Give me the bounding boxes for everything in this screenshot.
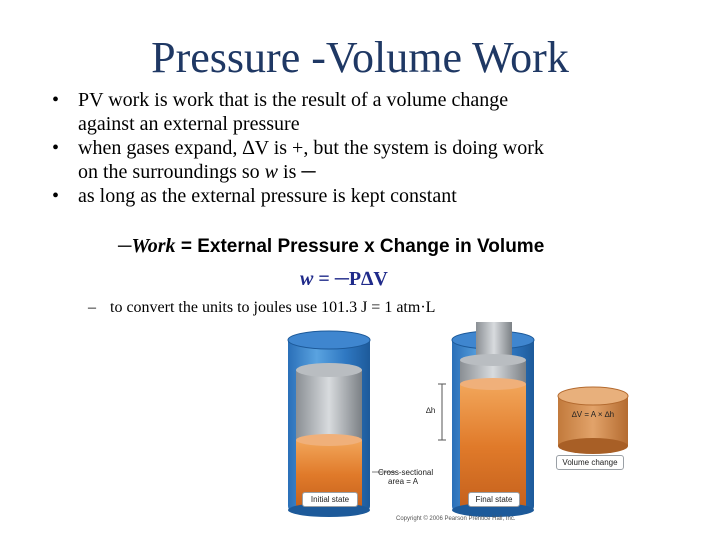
sub-bullet bbox=[88, 298, 435, 318]
bullet-dot-icon: • bbox=[52, 185, 60, 207]
formula-var: w bbox=[300, 268, 314, 290]
bullet-line: against an external pressure bbox=[78, 113, 300, 135]
bullet-text: on the surroundings so bbox=[78, 161, 265, 183]
bullet-line: PV work is work that is the result of a volume change bbox=[78, 89, 509, 111]
bullet-dot-icon: • bbox=[52, 137, 60, 159]
dash-icon: – bbox=[88, 299, 96, 316]
final-cylinder bbox=[438, 322, 534, 517]
bullet-line bbox=[78, 160, 672, 184]
bullet-line: as long as the external pressure is kept constant bbox=[78, 185, 457, 207]
formula-prefix: ─ bbox=[118, 236, 132, 257]
copyright-text: Copyright © 2006 Pearson Prentice Hall, Inc. bbox=[396, 516, 516, 522]
work-formula bbox=[118, 233, 544, 260]
variable-w: w bbox=[264, 161, 279, 183]
volume-change-cylinder bbox=[558, 387, 628, 454]
bullet-dot-icon: • bbox=[52, 89, 60, 111]
sub-bullet-text: to convert the units to joules use 101.3 J = 1 atm·L bbox=[110, 299, 436, 316]
cross-section-line1: Cross-sectional bbox=[378, 468, 434, 477]
cross-section-label bbox=[378, 468, 433, 486]
initial-state-label: Initial state bbox=[302, 492, 358, 507]
bullet-item bbox=[52, 88, 672, 136]
bullet-text: is ─ bbox=[278, 161, 316, 183]
pv-formula bbox=[300, 266, 388, 292]
volume-change-label: Volume change bbox=[556, 455, 624, 470]
bullet-item bbox=[52, 136, 672, 184]
formula-rest: = External Pressure x Change in Volume bbox=[175, 236, 545, 257]
formula-work: Work bbox=[131, 235, 176, 257]
delta-h-label: ∆h bbox=[426, 406, 436, 415]
slide-title: Pressure -Volume Work bbox=[151, 33, 569, 82]
delta-v-label: ∆V = A × ∆h bbox=[571, 410, 615, 419]
final-state-label: Final state bbox=[468, 492, 520, 507]
piston-figure bbox=[276, 322, 656, 528]
bullet-line: when gases expand, ∆V is +, but the system is doing work bbox=[78, 137, 544, 159]
cross-section-line2: area = A bbox=[388, 477, 419, 486]
initial-cylinder bbox=[288, 331, 370, 517]
bullet-item bbox=[52, 184, 672, 208]
bullet-list bbox=[52, 88, 672, 208]
formula-rest: = ─P∆V bbox=[313, 268, 388, 290]
